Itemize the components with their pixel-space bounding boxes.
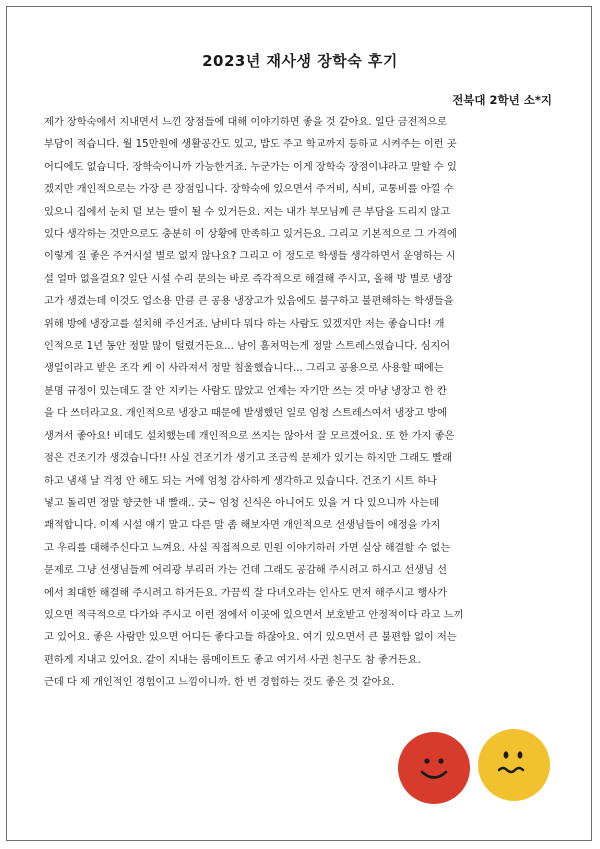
body-line: 있으니 집에서 눈치 덜 보는 딸이 될 수 있거든요. 저는 내가 부모님께 큰 부담을 드리지 않고	[44, 206, 451, 218]
author-line: 전북대 2학년 소*지	[452, 93, 552, 107]
body-line: 설 얼마 없을걸요? 일단 시설 수리 문의는 바로 즉각적으로 해결해 주시고, 올해 방 별로 냉장	[44, 273, 453, 285]
body-line: 위해 방에 냉장고를 설치해 주신거죠. 남비다 뭐다 하는 사람도 있겠지만 저는 좋습니다! 개	[44, 318, 445, 330]
smiley-faces	[396, 728, 556, 808]
body-line: 을 다 쓰더라고요. 개인적으로 냉장고 때문에 발생했던 일로 엄청 스트레스여서 냉장고 방에	[44, 408, 447, 420]
smiley-face-red-icon	[398, 732, 470, 804]
body-line: 점은 건조기가 생겼습니다!! 사실 건조기가 생기고 조금씩 문제가 있기는 하지만 그래도 빨래	[44, 453, 452, 465]
body-line: 어디에도 없습니다. 장학숙이니까 가능한거죠. 누군가는 이게 장학숙 장점이냐라고 말할 수 있	[44, 161, 457, 173]
body-line: 겠지만 개인적으로는 가장 큰 장점입니다. 장학숙에 있으면서 주거비, 식비, 교통비를 아낄 수	[44, 184, 454, 196]
body-line: 근데 다 제 개인적인 경험이고 느낌이니까. 한 번 경험하는 것도 좋은 것 같아요.	[44, 677, 395, 689]
body-line: 생일이라고 받은 조각 케 이 사라져서 정말 침울했습니다... 그리고 공용으로 사용할 때에는	[44, 363, 444, 375]
body-line: 부담이 적습니다. 월 15만원에 생활공간도 있고, 밥도 주고 학교까지 등하교 시켜주는 이런 곳	[44, 139, 457, 151]
body-line: 문제로 그냥 선생님들께 어리광 부리러 가는 건데 그래도 공감해 주시려고 하시고 선생님 선	[44, 565, 447, 577]
body-line: 있으면 적극적으로 다가와 주시고 이런 점에서 이곳에 있으면서 보호받고 안정적이다 라고 느끼	[44, 609, 464, 621]
body-line: 고가 생겼는데 이것도 업소용 만큼 큰 공용 냉장고가 있음에도 불구하고 불편해하는 학생들을	[44, 296, 454, 308]
body-line: 고 우리를 대해주신다고 느껴요. 사실 직접적으로 민원 이야기하러 가면 실상 해결할 수 없는	[44, 542, 451, 554]
body-line: 넣고 돌리면 정말 향긋한 내 빨래.. 굿~ 엄청 신식은 아니어도 있을 거 다 있으니까 사는데	[44, 497, 439, 509]
body-line: 이렇게 질 좋은 주거시설 별로 없지 않나요? 그리고 이 정도로 학생들 생각하면서 운영하는 시	[44, 251, 456, 263]
body-line: 생겨서 좋아요! 비데도 설치했는데 개인적으로 쓰지는 않아서 잘 모르겠어요. 또 한 가지 좋은	[44, 430, 455, 442]
body-line: 편하게 지내고 있어요. 같이 지내는 룸메이트도 좋고 여기서 사귄 친구도 참 좋거든요.	[44, 654, 421, 666]
body-line: 하고 냄새 날 걱정 안 해도 되는 거에 엄청 감사하게 생각하고 있습니다. 건조기 시트 하나	[44, 475, 438, 487]
smiley-face-yellow-icon	[478, 729, 550, 801]
body-line: 분명 규정이 있는데도 잘 안 지키는 사람도 많았고 언제는 자기만 쓰는 것 마냥 냉장고 한 칸	[44, 385, 447, 397]
body-line: 쾌적합니다. 이제 시설 얘기 말고 다른 말 좀 해보자면 개인적으로 선생님들이 애정을 가지	[44, 520, 441, 532]
body-line: 제가 장학숙에서 지내면서 느낀 장점들에 대해 이야기하면 좋을 것 같아요. 일단 금전적으로	[44, 117, 447, 128]
body-line: 에서 최대한 해결해 주시려고 하거든요. 가끔씩 잘 다녀오라는 인사도 먼저 해주시고 행사가	[44, 587, 447, 599]
body-line: 인적으로 1년 동안 정말 많이 털렸거든요... 남이 훔쳐먹는게 정말 스트레스였습니다. 심지어	[44, 341, 451, 353]
body-line: 있다 생각하는 것만으로도 충분히 이 상황에 만족하고 있거든요. 그리고 기본적으로 그 가격에	[44, 229, 457, 241]
body-line: 고 있어요. 좋은 사람만 있으면 어디든 좋다고들 하잖아요. 여기 있으면서 큰 불편함 없이 저는	[44, 632, 457, 644]
page-title: 2023년 재사생 장학숙 후기	[202, 52, 398, 70]
review-body	[44, 112, 568, 695]
